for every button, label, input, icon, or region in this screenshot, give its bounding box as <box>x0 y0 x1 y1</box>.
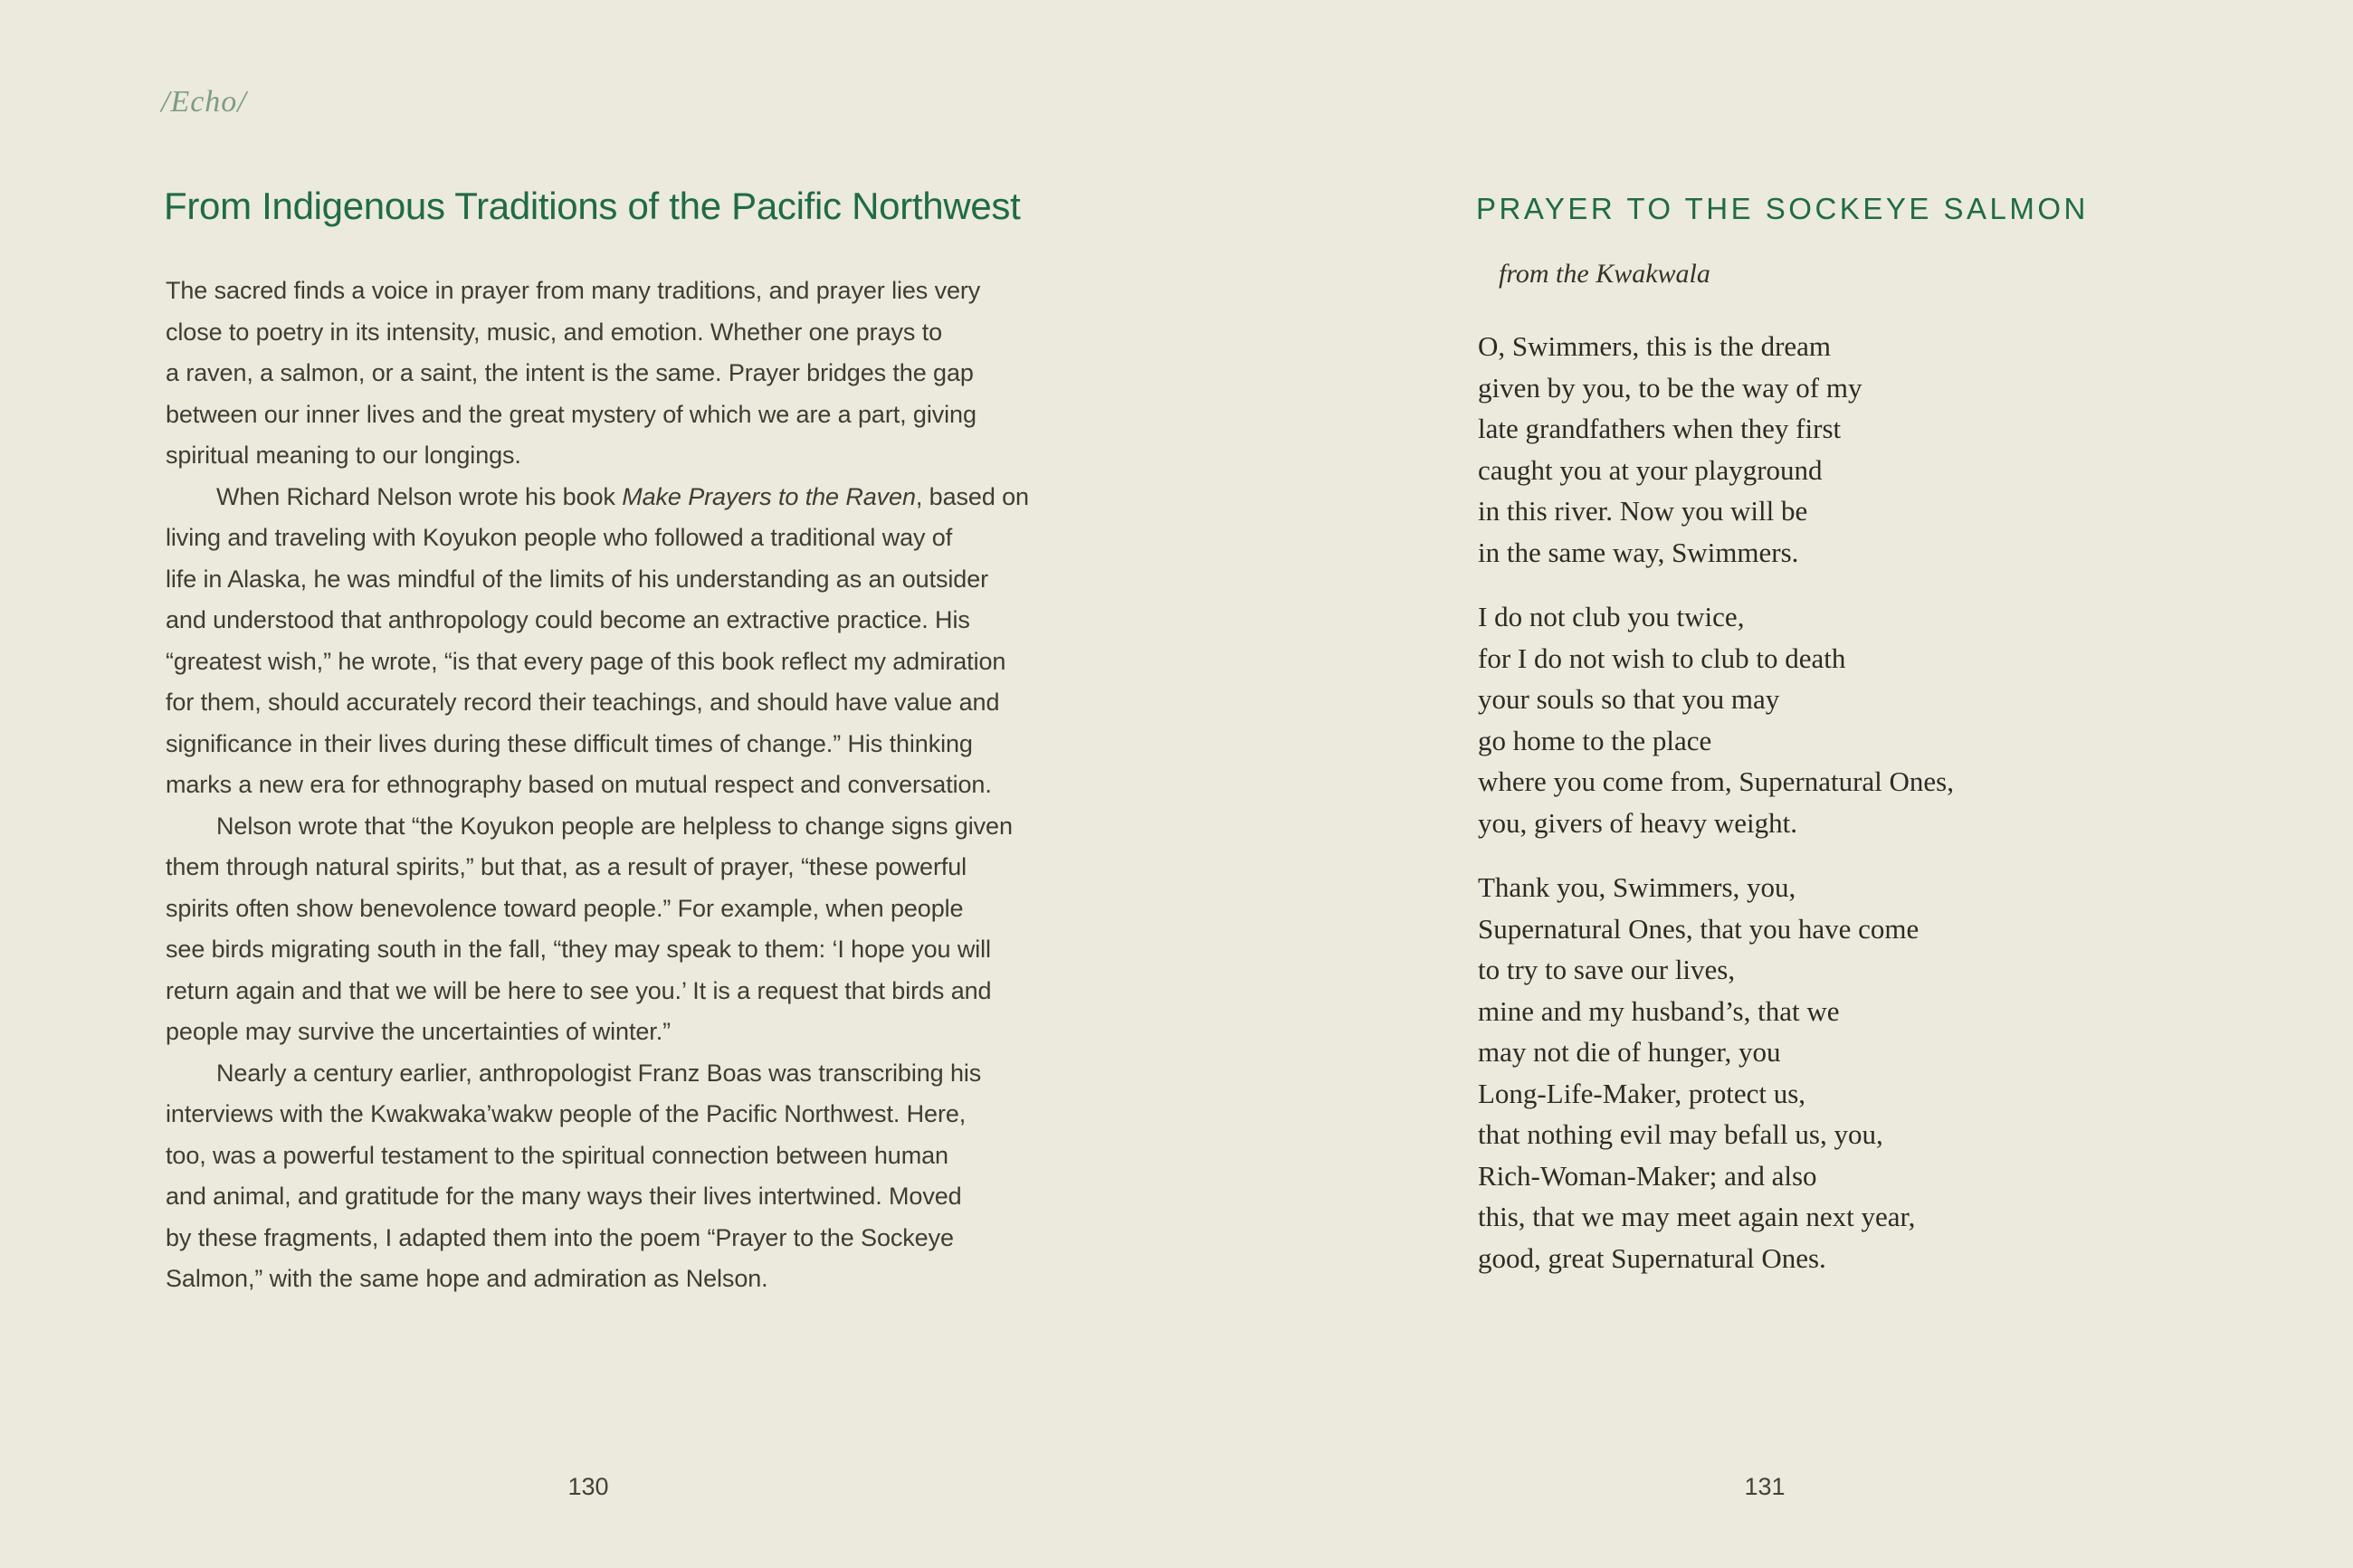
body-text <box>166 271 1029 1300</box>
poem-line: given by you, to be the way of my <box>1478 371 1862 404</box>
body-line: between our inner lives and the great mystery of which we are a part, giving <box>166 400 976 428</box>
poem-stanza <box>1478 867 1954 1278</box>
chapter-title: From Indigenous Traditions of the Pacific Northwest <box>164 185 1021 227</box>
poem-line: caught you at your playground <box>1478 453 1823 486</box>
poem-line: to try to save our lives, <box>1478 954 1736 985</box>
paragraph <box>166 271 1029 477</box>
paragraph <box>166 477 1029 806</box>
poem-line: Rich-Woman-Maker; and also <box>1478 1159 1817 1192</box>
poem-line: that nothing evil may befall us, you, <box>1478 1118 1883 1150</box>
body-line: Salmon,” with the same hope and admiration as Nelson. <box>166 1265 768 1292</box>
poem-line: mine and my husband’s, that we <box>1478 994 1840 1027</box>
body-line: return again and that we will be here to see you.’ It is a request that birds and <box>166 976 992 1004</box>
poem-line: in this river. Now you will be <box>1478 495 1808 527</box>
body-line: living and traveling with Koyukon people who followed a traditional way of <box>166 524 953 551</box>
poem-attribution: from the Kwakwala <box>1499 259 1710 289</box>
poem-line: late grandfathers when they first <box>1478 413 1842 444</box>
poem-line: Thank you, Swimmers, you, <box>1478 871 1796 903</box>
body-line: interviews with the Kwakwaka’wakw people of the Pacific Northwest. Here, <box>166 1100 967 1127</box>
body-line: people may survive the uncertainties of winter.” <box>166 1018 671 1045</box>
body-line: and animal, and gratitude for the many ways their lives intertwined. Moved <box>166 1183 962 1210</box>
body-line: significance in their lives during these difficult times of change.” His thinking <box>166 729 973 757</box>
poem-title: PRAYER TO THE SOCKEYE SALMON <box>1476 192 2089 225</box>
body-line: Nearly a century earlier, anthropologist Franz Boas was transcribing his <box>216 1059 982 1087</box>
poem-line: for I do not wish to club to death <box>1478 641 1846 674</box>
paragraph <box>166 806 1029 1053</box>
poem-line: you, givers of heavy weight. <box>1478 806 1797 839</box>
body-line: see birds migrating south in the fall, “they may speak to them: ‘I hope you will <box>166 936 991 963</box>
body-line: marks a new era for ethnography based on mutual respect and conversation. <box>166 771 992 798</box>
body-line: by these fragments, I adapted them into the poem “Prayer to the Sockeye <box>166 1223 954 1251</box>
poem-line: O, Swimmers, this is the dream <box>1478 330 1832 362</box>
body-line: a raven, a salmon, or a saint, the intent is the same. Prayer bridges the gap <box>166 359 974 386</box>
body-line: them through natural spirits,” but that, as a result of prayer, “these powerful <box>166 853 967 880</box>
body-line: close to poetry in its intensity, music, and emotion. Whether one prays to <box>166 318 943 346</box>
paragraph <box>166 1053 1029 1300</box>
poem-line: go home to the place <box>1478 724 1712 756</box>
body-line: When Richard Nelson wrote his book Make Prayers to the Raven, based on <box>216 482 1029 510</box>
body-line: life in Alaska, he was mindful of the limits of his understanding as an outsider <box>166 565 988 593</box>
poem-line: good, great Supernatural Ones. <box>1478 1241 1826 1274</box>
poem-line: Supernatural Ones, that you have come <box>1478 912 1920 945</box>
body-line: too, was a powerful testament to the spiritual connection between human <box>166 1141 948 1169</box>
poem-line: in the same way, Swimmers. <box>1478 536 1799 568</box>
body-line: “greatest wish,” he wrote, “is that every page of this book reflect my admiration <box>166 647 1006 675</box>
body-line: Nelson wrote that “the Koyukon people are helpless to change signs given <box>216 812 1013 840</box>
poem-line: Long-Life-Maker, protect us, <box>1478 1077 1806 1109</box>
poem-line: your souls so that you may <box>1478 683 1780 715</box>
body-line: and understood that anthropology could become an extractive practice. His <box>166 606 970 633</box>
poem-line: may not die of hunger, you <box>1478 1036 1781 1068</box>
poem-line: where you come from, Supernatural Ones, <box>1478 765 1954 797</box>
page-number-right: 131 <box>1744 1473 1786 1500</box>
body-line: spirits often show benevolence toward people.” For example, when people <box>166 894 964 922</box>
body-line: spiritual meaning to our longings. <box>166 442 521 469</box>
running-head: /Echo/ <box>161 85 247 119</box>
poem <box>1478 326 1954 1302</box>
poem-line: I do not club you twice, <box>1478 601 1745 632</box>
page-number-left: 130 <box>567 1473 609 1500</box>
poem-line: this, that we may meet again next year, <box>1478 1201 1916 1232</box>
poem-stanza <box>1478 326 1954 573</box>
body-line: The sacred finds a voice in prayer from many traditions, and prayer lies very <box>166 277 981 304</box>
body-line: for them, should accurately record their teachings, and should have value and <box>166 689 1000 716</box>
poem-stanza <box>1478 596 1954 843</box>
